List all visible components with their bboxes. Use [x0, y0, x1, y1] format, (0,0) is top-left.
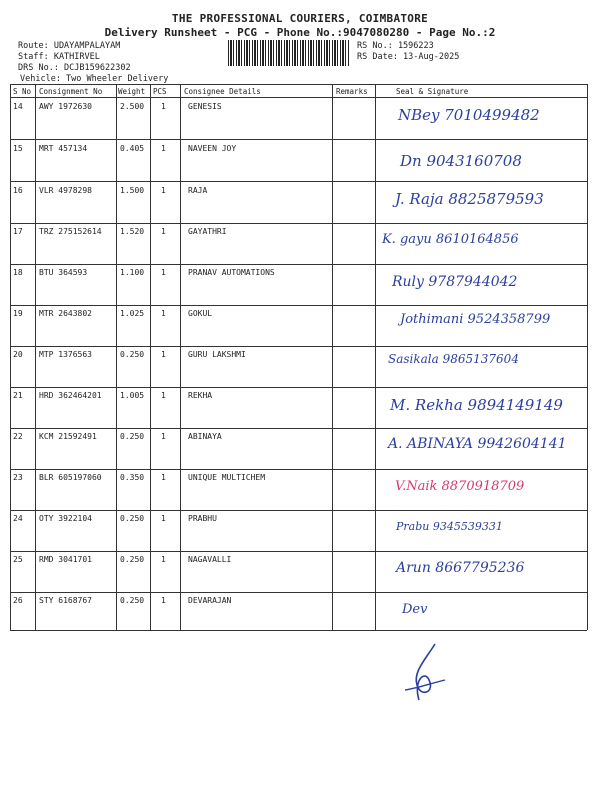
row-consignment: HRD 362464201 [39, 391, 102, 400]
runsheet-table [10, 84, 587, 630]
row-sno: 19 [13, 309, 23, 318]
col-header-remarks: Remarks [336, 87, 368, 96]
row-sno: 26 [13, 596, 23, 605]
row-consignment: MTR 2643802 [39, 309, 92, 318]
row-sno: 23 [13, 473, 23, 482]
row-signature: Ruly 9787944042 [392, 274, 518, 290]
row-consignee: GOKUL [188, 309, 213, 318]
row-weight: 0.250 [120, 432, 145, 441]
row-signature: K. gayu 8610164856 [382, 232, 519, 247]
row-sno: 18 [13, 268, 23, 277]
row-weight: 0.350 [120, 473, 145, 482]
row-pcs: 1 [161, 350, 166, 359]
staff-label: Staff: KATHIRVEL [18, 52, 100, 62]
row-consignee: NAVEEN JOY [188, 144, 237, 153]
runsheet-subtitle: Delivery Runsheet - PCG - Phone No.:9047080280 - Page No.:2 [104, 26, 496, 39]
row-consignment: KCM 21592491 [39, 432, 97, 441]
row-consignment: AWY 1972630 [39, 102, 92, 111]
row-weight: 1.100 [120, 268, 145, 277]
row-sno: 24 [13, 514, 23, 523]
row-consignment: STY 6168767 [39, 596, 92, 605]
row-sno: 15 [13, 144, 23, 153]
row-sno: 21 [13, 391, 23, 400]
row-weight: 1.520 [120, 227, 145, 236]
col-header-consignment: Consignment No [39, 87, 103, 96]
row-signature: Dev [402, 602, 428, 617]
row-pcs: 1 [161, 473, 166, 482]
row-signature: Arun 8667795236 [396, 560, 525, 576]
row-sno: 22 [13, 432, 23, 441]
barcode [228, 40, 350, 66]
row-consignment: MRT 457134 [39, 144, 88, 153]
row-pcs: 1 [161, 391, 166, 400]
row-signature: NBey 7010499482 [398, 106, 540, 124]
row-sno: 25 [13, 555, 23, 564]
row-signature: V.Naik 8870918709 [395, 479, 525, 494]
row-signature: A. ABINAYA 9942604141 [388, 436, 567, 452]
row-pcs: 1 [161, 186, 166, 195]
row-weight: 0.250 [120, 555, 145, 564]
row-consignment: RMD 3041701 [39, 555, 92, 564]
row-consignment: BLR 605197060 [39, 473, 102, 482]
row-weight: 1.500 [120, 186, 145, 195]
row-signature: Jothimani 9524358799 [400, 312, 551, 327]
row-pcs: 1 [161, 227, 166, 236]
row-consignment: TRZ 275152614 [39, 227, 102, 236]
row-consignee: RAJA [188, 186, 208, 195]
row-consignee: PRANAV AUTOMATIONS [188, 268, 275, 277]
col-header-pcs: PCS [153, 87, 167, 96]
row-weight: 0.250 [120, 350, 145, 359]
row-signature: Dn 9043160708 [400, 152, 522, 170]
row-pcs: 1 [161, 144, 166, 153]
row-signature: Sasikala 9865137604 [388, 352, 519, 366]
row-consignee: PRABHU [188, 514, 217, 523]
vehicle-label: Vehicle: Two Wheeler Delivery [20, 74, 169, 84]
row-consignment: OTY 3922104 [39, 514, 92, 523]
row-signature: Prabu 9345539331 [396, 520, 503, 533]
row-pcs: 1 [161, 268, 166, 277]
col-header-signature: Seal & Signature [396, 87, 469, 96]
row-weight: 1.005 [120, 391, 145, 400]
row-consignment: VLR 4978298 [39, 186, 92, 195]
col-header-sno: S No [13, 87, 32, 96]
rs-date: RS Date: 13-Aug-2025 [357, 52, 460, 62]
row-sno: 20 [13, 350, 23, 359]
row-weight: 0.250 [120, 514, 145, 523]
row-pcs: 1 [161, 596, 166, 605]
drs-number: DRS No.: DCJB159622302 [18, 63, 131, 73]
route-label: Route: UDAYAMPALAYAM [18, 41, 121, 51]
pen-scribble [395, 640, 455, 710]
row-consignee: GURU LAKSHMI [188, 350, 246, 359]
col-header-consignee: Consignee Details [184, 87, 261, 96]
runsheet-title: THE PROFESSIONAL COURIERS, COIMBATORE [171, 12, 429, 25]
row-consignee: GENESIS [188, 102, 222, 111]
row-consignee: REKHA [188, 391, 213, 400]
row-consignee: DEVARAJAN [188, 596, 232, 605]
row-consignee: GAYATHRI [188, 227, 227, 236]
row-consignment: MTP 1376563 [39, 350, 92, 359]
row-pcs: 1 [161, 309, 166, 318]
row-consignee: NAGAVALLI [188, 555, 232, 564]
row-signature: M. Rekha 9894149149 [390, 396, 563, 414]
row-pcs: 1 [161, 555, 166, 564]
row-sno: 16 [13, 186, 23, 195]
row-consignee: ABINAYA [188, 432, 222, 441]
row-sno: 17 [13, 227, 23, 236]
row-signature: J. Raja 8825879593 [395, 190, 544, 208]
row-weight: 1.025 [120, 309, 145, 318]
row-pcs: 1 [161, 432, 166, 441]
row-sno: 14 [13, 102, 23, 111]
row-weight: 0.405 [120, 144, 145, 153]
row-weight: 0.250 [120, 596, 145, 605]
row-weight: 2.500 [120, 102, 145, 111]
row-pcs: 1 [161, 102, 166, 111]
row-consignment: BTU 364593 [39, 268, 88, 277]
col-header-weight: Weight [118, 87, 146, 96]
row-consignee: UNIQUE MULTICHEM [188, 473, 266, 482]
row-pcs: 1 [161, 514, 166, 523]
rs-number: RS No.: 1596223 [357, 41, 434, 51]
